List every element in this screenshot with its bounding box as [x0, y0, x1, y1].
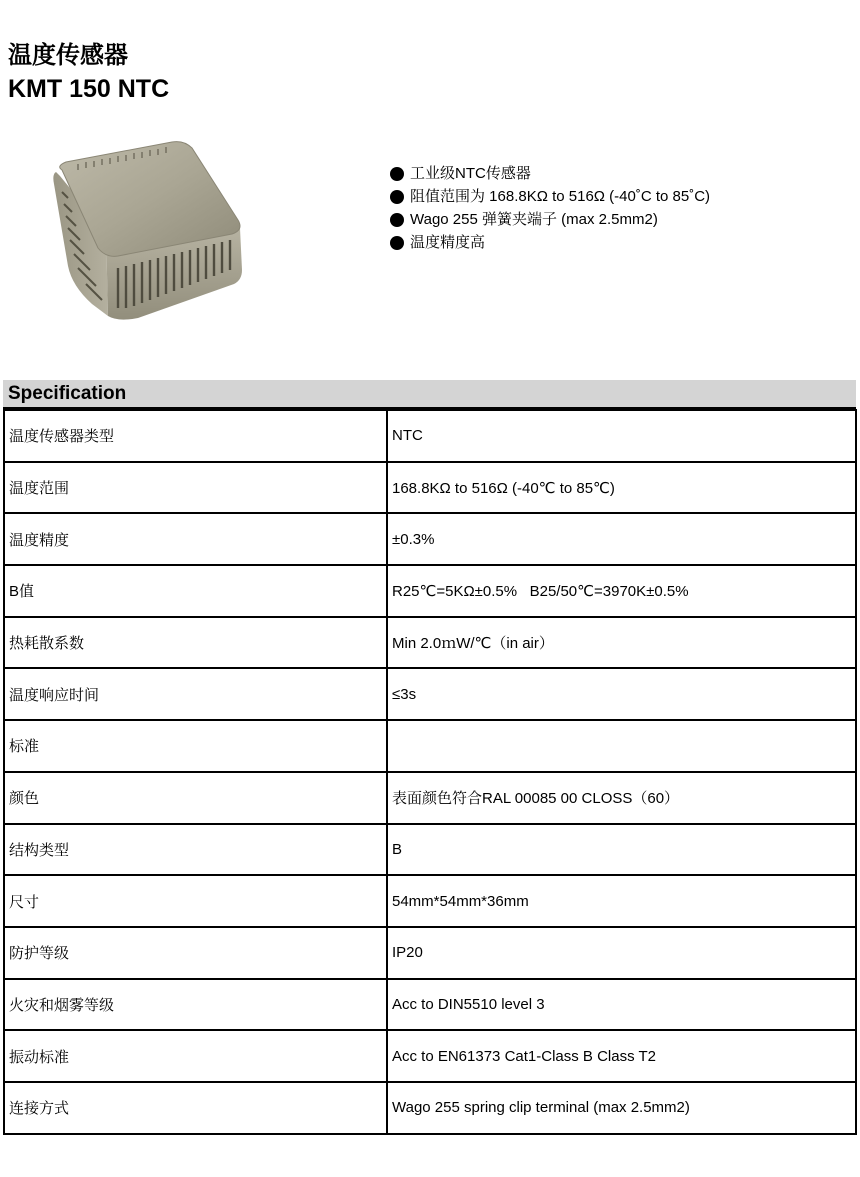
bullet-icon: [390, 213, 404, 227]
feature-item: [390, 185, 710, 208]
table-row: [4, 772, 856, 824]
feature-item: [390, 208, 710, 231]
spec-value: Acc to EN61373 Cat1-Class B Class T2: [387, 1030, 856, 1082]
spec-label: 结构类型: [4, 824, 387, 876]
spec-value: Acc to DIN5510 level 3: [387, 979, 856, 1031]
feature-item: [390, 231, 710, 254]
table-row: [4, 979, 856, 1031]
spec-table: [3, 409, 857, 1135]
spec-label: 连接方式: [4, 1082, 387, 1134]
spec-value: IP20: [387, 927, 856, 979]
spec-label: 温度范围: [4, 462, 387, 514]
table-row: [4, 565, 856, 617]
bullet-icon: [390, 236, 404, 250]
spec-value: 表面颜色符合RAL 00085 00 CLOSS（60）: [387, 772, 856, 824]
feature-list: [390, 162, 710, 254]
feature-text: 阻值范围为 168.8KΩ to 516Ω (-40˚C to 85˚C): [410, 188, 711, 205]
spec-label: B值: [4, 565, 387, 617]
spec-label: 标准: [4, 720, 387, 772]
bullet-icon: [390, 167, 404, 181]
spec-label: 温度响应时间: [4, 668, 387, 720]
spec-label: 尺寸: [4, 875, 387, 927]
spec-value: [387, 720, 856, 772]
spec-value: ≤3s: [387, 668, 856, 720]
spec-label: 温度精度: [4, 513, 387, 565]
table-row: [4, 875, 856, 927]
product-image: [48, 136, 248, 326]
table-row: [4, 720, 856, 772]
feature-text: 温度精度高: [410, 234, 486, 251]
bullet-icon: [390, 190, 404, 204]
spec-label: 防护等级: [4, 927, 387, 979]
model-name: KMT 150 NTC: [8, 75, 170, 103]
spec-label: 热耗散系数: [4, 617, 387, 669]
spec-value: Wago 255 spring clip terminal (max 2.5mm2): [387, 1082, 856, 1134]
spec-label: 颜色: [4, 772, 387, 824]
spec-value: NTC: [387, 410, 856, 462]
table-row: [4, 462, 856, 514]
spec-value: 54mm*54mm*36mm: [387, 875, 856, 927]
spec-value: ±0.3%: [387, 513, 856, 565]
feature-text: 工业级NTC传感器: [410, 165, 531, 182]
spec-value: R25℃=5KΩ±0.5% B25/50℃=3970K±0.5%: [387, 565, 856, 617]
table-row: [4, 513, 856, 565]
spec-section-title: Specification: [8, 383, 127, 404]
table-row: [4, 668, 856, 720]
table-row: [4, 1082, 856, 1134]
spec-value: 168.8KΩ to 516Ω (-40℃ to 85℃): [387, 462, 856, 514]
spec-section-header: [3, 380, 856, 409]
table-row: [4, 927, 856, 979]
table-row: [4, 410, 856, 462]
spec-label: 振动标准: [4, 1030, 387, 1082]
table-row: [4, 617, 856, 669]
table-row: [4, 824, 856, 876]
title-block: [8, 38, 169, 106]
spec-label: 温度传感器类型: [4, 410, 387, 462]
feature-text: Wago 255 弹簧夹端子 (max 2.5mm2): [410, 211, 658, 228]
spec-value: B: [387, 824, 856, 876]
page-title: 温度传感器: [8, 41, 128, 69]
feature-item: [390, 162, 710, 185]
table-row: [4, 1030, 856, 1082]
spec-label: 火灾和烟雾等级: [4, 979, 387, 1031]
spec-value: Min 2.0ｍW/℃（in air）: [387, 617, 856, 669]
